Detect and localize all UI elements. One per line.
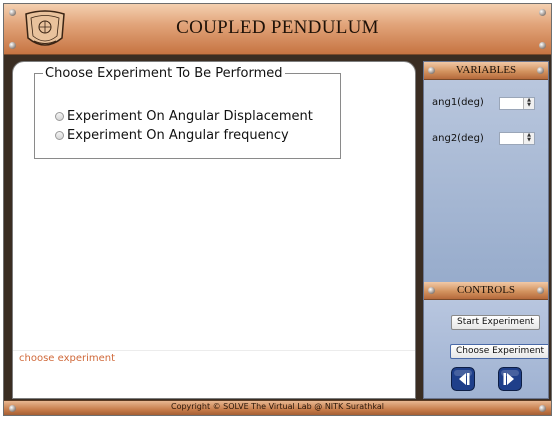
side-panel — [423, 61, 549, 399]
copyright-text: Copyright © SOLVE The Virtual Lab @ NITK Surathkal — [170, 402, 384, 411]
screw-icon — [537, 67, 544, 74]
radio-angular-displacement[interactable] — [55, 112, 64, 121]
spin-arrows-icon[interactable]: ▲ ▼ — [523, 98, 534, 109]
step-forward-icon[interactable] — [498, 367, 522, 391]
spin-arrows-icon[interactable]: ▲ ▼ — [523, 133, 534, 144]
ang2-stepper[interactable] — [499, 132, 535, 145]
screw-icon — [428, 287, 435, 294]
experiment-workspace — [12, 61, 416, 399]
variables-title: VARIABLES — [455, 64, 517, 76]
status-text: choose experiment — [19, 353, 116, 364]
page-title: COUPLED PENDULUM — [176, 17, 379, 38]
step-back-icon[interactable] — [451, 367, 475, 391]
radio-angular-frequency[interactable] — [55, 131, 64, 140]
ang2-label: ang2(deg) — [432, 133, 484, 144]
ang1-stepper[interactable] — [499, 97, 535, 110]
screw-icon — [539, 405, 546, 412]
footer-bar — [4, 400, 551, 416]
variables-header — [424, 62, 548, 80]
option-angular-displacement[interactable] — [55, 109, 313, 124]
choose-experiment-button[interactable]: Choose Experiment — [450, 344, 549, 359]
option-label: Experiment On Angular Displacement — [67, 109, 313, 124]
controls-header — [424, 282, 548, 300]
screw-icon — [537, 287, 544, 294]
start-experiment-button[interactable]: Start Experiment — [451, 315, 540, 330]
experiment-choice-legend: Choose Experiment To Be Performed — [45, 66, 283, 81]
divider — [13, 350, 415, 351]
app-frame — [3, 3, 552, 416]
option-angular-frequency[interactable] — [55, 128, 289, 143]
screw-icon — [428, 67, 435, 74]
option-label: Experiment On Angular frequency — [67, 128, 289, 143]
controls-title: CONTROLS — [456, 284, 516, 296]
ang1-label: ang1(deg) — [432, 97, 484, 108]
header-bar — [4, 4, 551, 55]
